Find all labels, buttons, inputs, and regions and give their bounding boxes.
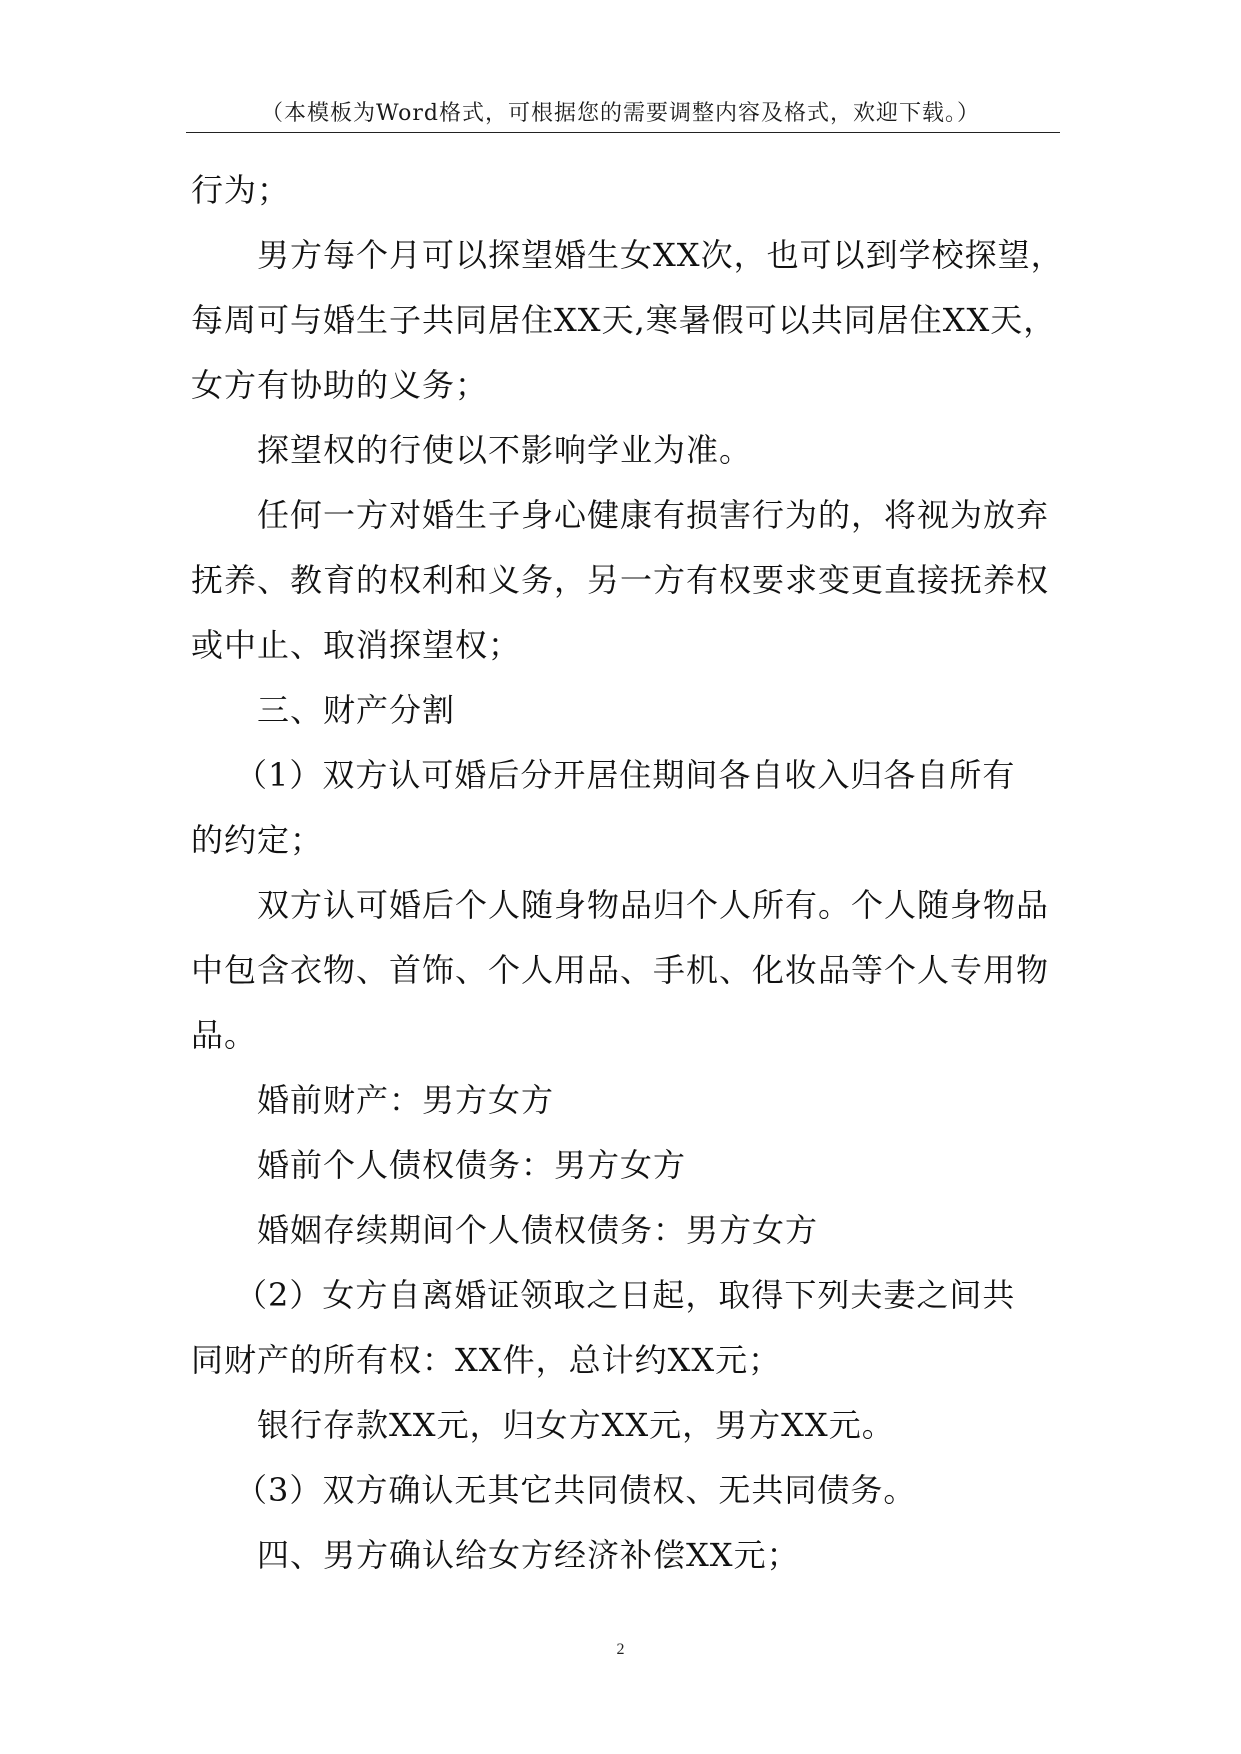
text-line: 女方有协助的义务；: [191, 366, 489, 404]
text-line: 银行存款XX元，归女方XX元，男方XX元。: [257, 1406, 895, 1444]
text-line: 同财产的所有权：XX件，总计约XX元；: [191, 1341, 782, 1379]
text-line: 双方认可婚后个人随身物品归个人所有。个人随身物品: [257, 886, 1050, 924]
text-line: 每周可与婚生子共同居住XX天,寒暑假可以共同居住XX天，: [191, 301, 1057, 339]
text-line: 探望权的行使以不影响学业为准。: [257, 431, 753, 469]
text-line: 行为；: [191, 171, 291, 209]
template-note-header: （本模板为Word格式，可根据您的需要调整内容及格式，欢迎下载。）: [261, 101, 980, 126]
text-line: 婚前个人债权债务：男方女方: [257, 1146, 687, 1184]
text-line: 婚姻存续期间个人债权债务：男方女方: [257, 1211, 819, 1249]
header-divider: [186, 132, 1060, 133]
text-line: 婚前财产：男方女方: [257, 1081, 555, 1119]
text-line: 男方每个月可以探望婚生女XX次，也可以到学校探望，: [257, 236, 1064, 274]
text-line: （3）双方确认无其它共同债权、无共同债务。: [235, 1471, 917, 1509]
text-line: 的约定；: [191, 821, 324, 859]
text-line: 中包含衣物、首饰、个人用品、手机、化妆品等个人专用物: [191, 951, 1050, 989]
section-heading: 三、财产分割: [257, 691, 456, 729]
page-number: 2: [616, 1641, 625, 1658]
text-line: 任何一方对婚生子身心健康有损害行为的，将视为放弃: [257, 496, 1050, 534]
section-heading: 四、男方确认给女方经济补偿XX元；: [257, 1536, 800, 1574]
text-line: 品。: [191, 1016, 258, 1054]
text-line: （1）双方认可婚后分开居住期间各自收入归各自所有: [235, 756, 1016, 794]
document-body: [191, 158, 1064, 1588]
text-line: 抚养、教育的权利和义务，另一方有权要求变更直接抚养权: [191, 561, 1050, 599]
text-line: 或中止、取消探望权；: [191, 626, 522, 664]
text-line: （2）女方自离婚证领取之日起，取得下列夫妻之间共: [235, 1276, 1016, 1314]
